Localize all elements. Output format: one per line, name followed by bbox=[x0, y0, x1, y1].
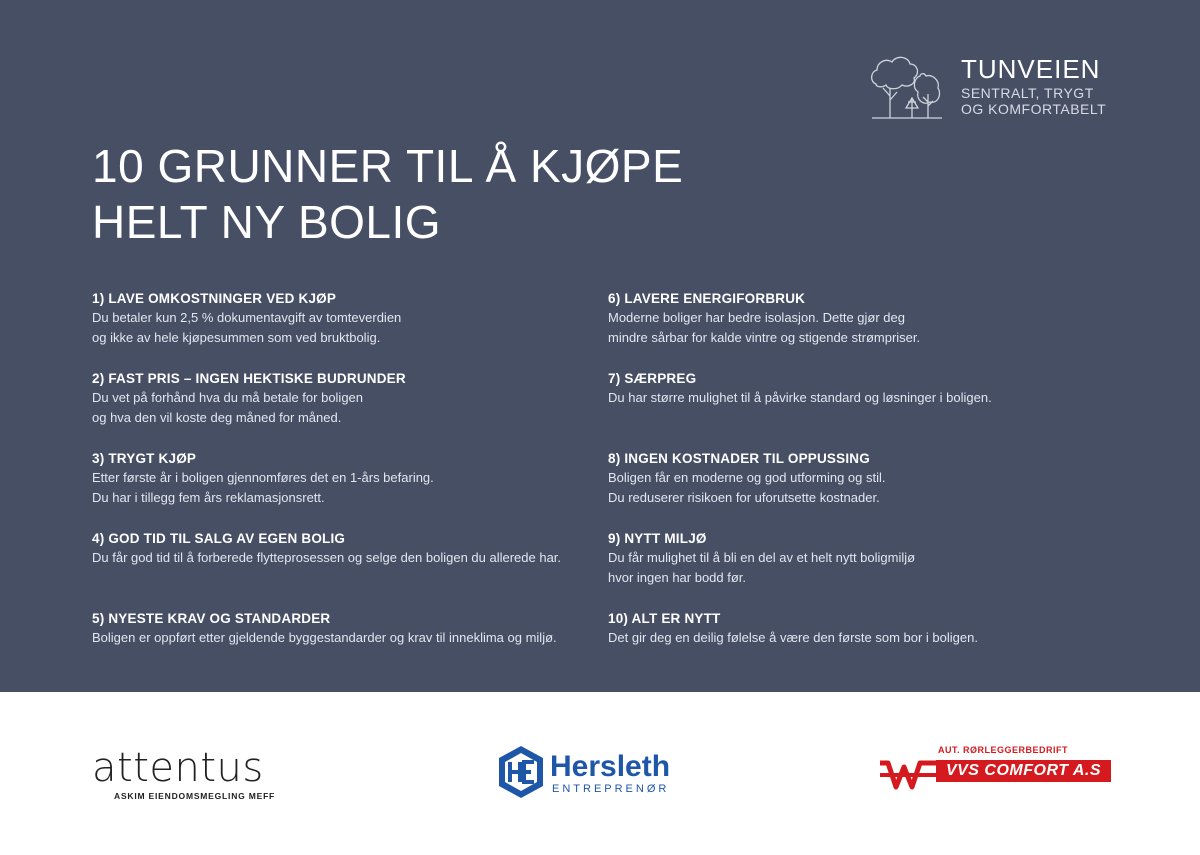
reason-text-line1: Moderne boliger har bedre isolasjon. Dette gjør deg bbox=[608, 310, 906, 325]
trees-icon bbox=[868, 52, 944, 120]
reason-text-line1: Boligen er oppført etter gjeldende byggestandarder og krav til inneklima og miljø. bbox=[92, 630, 557, 645]
reasons-right-column bbox=[608, 290, 1108, 690]
reason-item bbox=[92, 610, 592, 690]
reason-item bbox=[92, 530, 592, 610]
tunveien-brand bbox=[868, 52, 1188, 122]
reason-item bbox=[608, 370, 1108, 450]
reason-text-line1: Boligen får en moderne og god utforming og stil. bbox=[608, 470, 886, 485]
vvs-wave-icon bbox=[878, 757, 938, 797]
brand-name: TUNVEIEN bbox=[961, 54, 1101, 84]
reason-text-line1: Etter første år i boligen gjennomføres det en 1-års befaring. bbox=[92, 470, 434, 485]
attentus-wordmark: attentus bbox=[92, 745, 264, 791]
reason-title: 10) ALT ER NYTT bbox=[608, 611, 721, 626]
reason-item bbox=[608, 610, 1108, 690]
attentus-subtitle: ASKIM EIENDOMSMEGLING MEFF bbox=[114, 791, 276, 801]
page-title-line2: HELT NY BOLIG bbox=[92, 196, 442, 248]
hersleth-subtitle: ENTREPRENØR bbox=[552, 783, 670, 795]
reason-text-line2: Du har i tillegg fem års reklamasjonsrett. bbox=[92, 490, 325, 505]
reason-text-line1: Du får mulighet til å bli en del av et helt nytt boligmiljø bbox=[608, 550, 916, 565]
reason-title: 6) LAVERE ENERGIFORBRUK bbox=[608, 291, 806, 306]
reason-item bbox=[92, 290, 592, 370]
reason-text-line2: mindre sårbar for kalde vintre og stigende strømpriser. bbox=[608, 330, 921, 345]
reason-title: 4) GOD TID TIL SALG AV EGEN BOLIG bbox=[92, 531, 346, 546]
reason-text-line2: hvor ingen har bodd før. bbox=[608, 570, 747, 585]
reason-text-line2: Du reduserer risikoen for uforutsette kostnader. bbox=[608, 490, 880, 505]
reason-item bbox=[92, 450, 592, 530]
attentus-logo bbox=[92, 745, 292, 805]
vvs-wordmark: VVS COMFORT A.S bbox=[936, 760, 1111, 782]
reason-item bbox=[608, 530, 1108, 610]
reason-title: 8) INGEN KOSTNADER TIL OPPUSSING bbox=[608, 451, 870, 466]
reason-title: 7) SÆRPREG bbox=[608, 371, 697, 386]
reason-title: 5) NYESTE KRAV OG STANDARDER bbox=[92, 611, 331, 626]
reason-text-line1: Det gir deg en deilig følelse å være den første som bor i boligen. bbox=[608, 630, 978, 645]
reason-title: 1) LAVE OMKOSTNINGER VED KJØP bbox=[92, 291, 337, 306]
reason-item bbox=[608, 290, 1108, 370]
vvs-top-label: AUT. RØRLEGGERBEDRIFT bbox=[938, 745, 1069, 755]
reasons-left-column bbox=[92, 290, 592, 690]
page-title bbox=[92, 138, 852, 250]
page-title-line1: 10 GRUNNER TIL Å KJØPE bbox=[92, 140, 684, 192]
reason-text-line1: Du betaler kun 2,5 % dokumentavgift av tomteverdien bbox=[92, 310, 402, 325]
reason-text-line2: og ikke av hele kjøpesummen som ved bruktbolig. bbox=[92, 330, 381, 345]
brand-tagline bbox=[961, 85, 1106, 117]
reason-title: 9) NYTT MILJØ bbox=[608, 531, 707, 546]
reason-text-line2: og hva den vil koste deg måned for måned. bbox=[92, 410, 342, 425]
hersleth-hexagon-icon bbox=[496, 744, 546, 800]
reason-text-line1: Du får god tid til å forberede flytteprosessen og selge den boligen du allerede har. bbox=[92, 550, 562, 565]
reason-item bbox=[608, 450, 1108, 530]
reason-title: 3) TRYGT KJØP bbox=[92, 451, 197, 466]
brand-tagline-line1: SENTRALT, TRYGT bbox=[961, 85, 1094, 101]
reason-title: 2) FAST PRIS – INGEN HEKTISKE BUDRUNDER bbox=[92, 371, 406, 386]
reason-text-line1: Du vet på forhånd hva du må betale for boligen bbox=[92, 390, 364, 405]
hersleth-logo bbox=[496, 744, 686, 800]
brand-tagline-line2: OG KOMFORTABELT bbox=[961, 101, 1107, 117]
hersleth-wordmark: Hersleth bbox=[550, 750, 671, 783]
vvs-comfort-logo bbox=[878, 745, 1118, 801]
reason-item bbox=[92, 370, 592, 450]
reason-text-line1: Du har større mulighet til å påvirke standard og løsninger i boligen. bbox=[608, 390, 992, 405]
